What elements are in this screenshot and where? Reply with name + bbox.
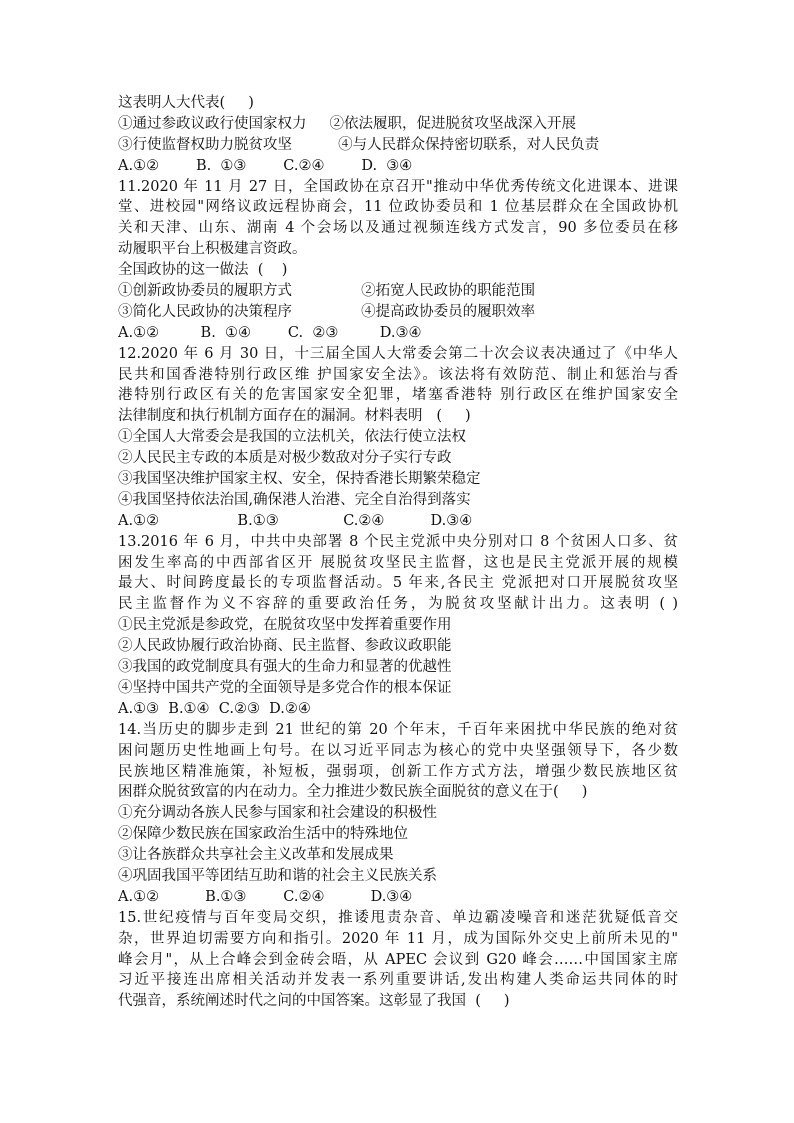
- text-line: 困问题历史性地画上句号。在以习近平同志为核心的党中央坚强领导下，各少数: [118, 742, 678, 759]
- text-line: 峰会月"，从上合峰会到金砖会晤，从 APEC 会议到 G20 峰会……中国国家主席: [118, 951, 678, 968]
- answer-choices: A.①② B.①③ C.②④ D.③④: [118, 512, 473, 529]
- text-line: 民共和国香港特别行政区维 护国家安全法》。该法将有效防范、制止和惩治与香: [118, 366, 678, 383]
- text-line: 最大、时间跨度最长的专项监督活动。5 年来,各民主 党派把对口开展脱贫攻坚: [118, 575, 678, 592]
- exam-page: [118, 93, 678, 1012]
- text-line: 关和天津、山东、湖南 4 个会场以及通过视频连线方式发言，90 多位委员在移: [118, 220, 678, 237]
- option-line: ③我国的政党制度具有强大的生命力和显著的优越性: [118, 659, 452, 676]
- text-line: 全国政协的这一做法 ( ): [118, 262, 288, 279]
- answer-choices: A.①② B. ①③ C.②④ D. ③④: [118, 157, 413, 174]
- text-line: 代强音，系统阐述时代之问的中国答案。这彰显了我国 ( ): [118, 993, 510, 1010]
- option-line: ④巩固我国平等团结互助和谐的社会主义民族关系: [118, 867, 437, 884]
- question-12: 12.2020 年 6 月 30 日，十三届全国人大常委会第二十次会议表决通过了《中华人: [118, 345, 678, 362]
- text-line: 堂、进校园"网络议政远程协商会，11 位政协委员和 1 位基层群众在全国政协机: [118, 199, 678, 216]
- text-line: 杂，世界迫切需要方向和指引。2020 年 11 月，成为国际外交史上前所未见的": [118, 930, 678, 947]
- answer-choices: A.①③ B.①④ C.②③ D.②④: [118, 700, 311, 717]
- option-line: ②保障少数民族在国家政治生活中的特殊地位: [118, 826, 408, 843]
- option-line: ③简化人民政协的决策程序 ④提高政协委员的履职效率: [118, 303, 536, 320]
- text-line: 困发生率高的中西部省区开 展脱贫攻坚民主监督，这也是民主党派开展的规模: [118, 554, 678, 571]
- option-line: ②人民政协履行政治协商、民主监督、参政议政职能: [118, 638, 452, 655]
- option-line: ④坚持中国共产党的全面领导是多党合作的根本保证: [118, 679, 452, 696]
- question-11: 11.2020 年 11 月 27 日，全国政协在京召开"推动中华优秀传统文化进课本、进课: [118, 178, 678, 195]
- option-line: ③让各族群众共享社会主义改革和发展成果: [118, 847, 394, 864]
- text-line: 港特别行政区有关的危害国家安全犯罪，堵塞香港特 别行政区在维护国家安全: [118, 387, 678, 404]
- option-line: ①创新政协委员的履职方式 ②拓宽人民政协的职能范围: [118, 283, 536, 300]
- text-line: 这表明人大代表( ): [118, 95, 254, 111]
- option-line: ①全国人大常委会是我国的立法机关，依法行使立法权: [118, 429, 466, 446]
- option-line: ④我国坚持依法治国,确保港人治港、完全自治得到落实: [118, 491, 471, 508]
- text-line: 困群众脱贫致富的内在动力。全力推进少数民族全面脱贫的意义在于( ): [118, 784, 588, 801]
- option-line: ②人民民主专政的本质是对极少数敌对分子实行专政: [118, 450, 452, 467]
- option-line: ①充分调动各族人民参与国家和社会建设的积极性: [118, 805, 437, 822]
- option-line: ③行使监督权助力脱贫攻坚 ④与人民群众保持密切联系，对人民负责: [118, 136, 600, 153]
- question-14: 14.当历史的脚步走到 21 世纪的第 20 个年末，千百年来困扰中华民族的绝对贫: [118, 721, 678, 738]
- option-line: ③我国坚决维护国家主权、安全，保持香港长期繁荣稳定: [118, 471, 481, 488]
- text-line: 民族地区精准施策，补短板，强弱项，创新工作方式方法，增强少数民族地区贫: [118, 763, 678, 780]
- text-line: 动履职平台上积极建言资政。: [118, 241, 307, 258]
- question-13: 13.2016 年 6 月，中共中央部署 8 个民主党派中央分别对口 8 个贫困人口多、贫: [118, 533, 678, 550]
- text-line: 法律制度和执行机制方面存在的漏洞。材料表明 ( ): [118, 408, 471, 425]
- text-line: 民主监督作为义不容辞的重要政治任务，为脱贫攻坚献计出力。这表明 ( ): [118, 596, 678, 613]
- answer-choices: A.①② B. ①④ C. ②③ D.③④: [118, 324, 422, 341]
- option-line: ①通过参政议政行使国家权力 ②依法履职，促进脱贫攻坚战深入开展: [118, 115, 577, 132]
- question-15: 15.世纪疫情与百年变局交织，推诿甩责杂音、单边霸凌噪音和迷茫犹疑低音交: [118, 909, 678, 926]
- answer-choices: A.①② B.①③ C.②④ D.③④: [118, 888, 413, 905]
- text-line: 习近平接连出席相关活动并发表一系列重要讲话,发出构建人类命运共同体的时: [118, 972, 678, 989]
- option-line: ①民主党派是参政党，在脱贫攻坚中发挥着重要作用: [118, 617, 452, 634]
